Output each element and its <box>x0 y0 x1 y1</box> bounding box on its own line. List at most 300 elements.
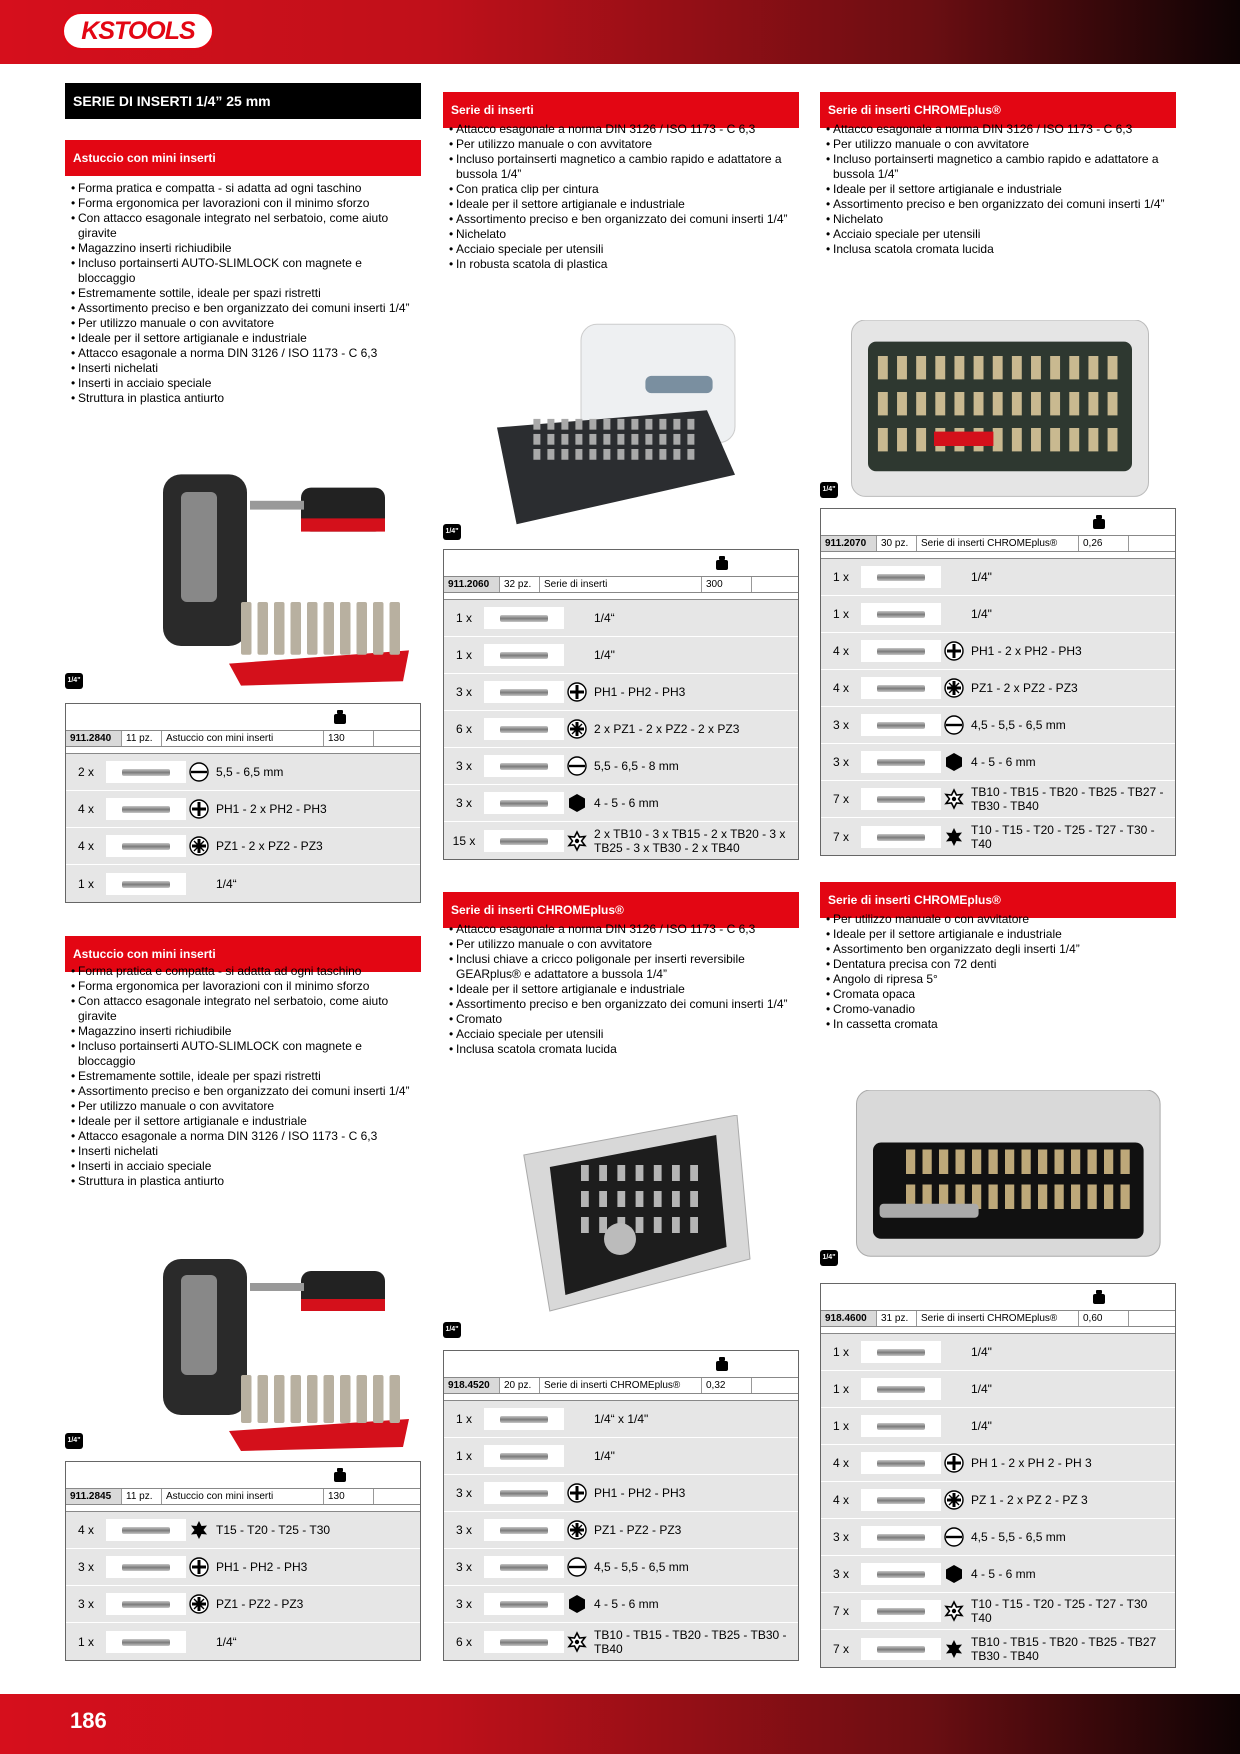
feature-item: • Inclusa scatola cromata lucida <box>826 242 1171 257</box>
product-photo <box>483 320 763 535</box>
bit-image <box>106 1631 186 1653</box>
phillips-drive-icon <box>566 1482 588 1504</box>
table-row <box>821 1630 1175 1667</box>
item-description: 1/4" <box>971 1382 992 1396</box>
item-description: 5,5 - 6,5 - 8 mm <box>594 759 679 773</box>
product-pieces: 32 pz. <box>500 577 540 592</box>
table-row <box>444 1512 798 1549</box>
table-row <box>444 674 798 711</box>
feature-item: • Cromata opaca <box>826 987 1171 1002</box>
weight-icon <box>1093 515 1105 529</box>
table-row <box>66 1549 420 1586</box>
bit-shape <box>877 1423 925 1430</box>
table-row <box>444 600 798 637</box>
table-row <box>821 1334 1175 1371</box>
table-row <box>821 707 1175 744</box>
table-gap <box>821 1327 1175 1334</box>
bit-shape <box>877 759 925 766</box>
feature-item: • Acciaio speciale per utensili <box>826 227 1171 242</box>
feature-item: • Inclusi chiave a cricco poligonale per inserti reversibile GEARplus® e adattatore a bussola 1/4” <box>449 952 794 982</box>
bit-image <box>484 1445 564 1467</box>
item-description: T10 - T15 - T20 - T25 - T27 - T30 T40 <box>971 1597 1148 1625</box>
item-description: 4,5 - 5,5 - 6,5 mm <box>971 718 1066 732</box>
item-quantity: 4 x <box>832 1456 849 1470</box>
bit-image <box>484 792 564 814</box>
product-code: 918.4520 <box>444 1378 500 1393</box>
table-row <box>444 637 798 674</box>
size-badge-1-4: 1/4" <box>65 1433 83 1449</box>
table-row <box>66 828 420 865</box>
item-description: T15 - T20 - T25 - T30 <box>216 1523 331 1537</box>
table-row <box>444 1549 798 1586</box>
item-description: TB10 - TB15 - TB20 - TB25 - TB27 TB30 - TB40 <box>971 1634 1157 1663</box>
none-drive-icon <box>188 873 210 895</box>
size-badge-1-4: 1/4" <box>820 1250 838 1266</box>
bit-image <box>484 1519 564 1541</box>
feature-item: • Acciaio speciale per utensili <box>449 1027 794 1042</box>
bit-shape <box>877 1460 925 1467</box>
product-photo <box>840 1090 1170 1265</box>
hex-drive-icon <box>943 1563 965 1585</box>
feature-item: • Per utilizzo manuale o con avvitatore <box>71 1099 416 1114</box>
product-weight: 300 <box>702 577 752 592</box>
product-photo <box>115 470 415 690</box>
slot-drive-icon <box>943 714 965 736</box>
table-gap <box>821 552 1175 559</box>
table-row <box>821 1371 1175 1408</box>
product-code: 911.2845 <box>66 1489 122 1504</box>
bit-image <box>861 788 941 810</box>
feature-item: • Incluso portainserti AUTO-SLIMLOCK con magnete e bloccaggio <box>71 1039 416 1069</box>
torxhole-drive-icon <box>566 1631 588 1653</box>
product-table <box>443 549 799 860</box>
item-quantity: 3 x <box>455 1597 472 1611</box>
feature-item: • Cromato <box>449 1012 794 1027</box>
bit-image <box>106 761 186 783</box>
bit-image <box>484 1631 564 1653</box>
feature-item: • Ideale per il settore artigianale e industriale <box>826 927 1171 942</box>
phillips-drive-icon <box>566 681 588 703</box>
item-quantity: 7 x <box>832 829 849 844</box>
table-row <box>821 1556 1175 1593</box>
feature-item: • Incluso portainserti AUTO-SLIMLOCK con magnete e bloccaggio <box>71 256 416 286</box>
product-title: Serie di inserti CHROMEplus® <box>443 892 799 928</box>
item-description: 4,5 - 5,5 - 6,5 mm <box>971 1530 1066 1544</box>
bit-image <box>861 566 941 588</box>
none-drive-icon <box>943 603 965 625</box>
bit-image <box>861 1415 941 1437</box>
none-drive-icon <box>566 1445 588 1467</box>
feature-list <box>71 964 416 1189</box>
feature-item: • Per utilizzo manuale o con avvitatore <box>826 137 1171 152</box>
bit-shape <box>500 726 548 733</box>
feature-item: • Ideale per il settore artigianale e industriale <box>826 182 1171 197</box>
item-description: PZ1 - 2 x PZ2 - PZ3 <box>216 839 323 853</box>
table-row <box>821 559 1175 596</box>
table-row <box>444 785 798 822</box>
feature-item: • Nichelato <box>826 212 1171 227</box>
feature-item: • Ideale per il settore artigianale e industriale <box>71 1114 416 1129</box>
feature-list <box>826 122 1171 257</box>
item-description: 2 x PZ1 - 2 x PZ2 - 2 x PZ3 <box>594 722 740 736</box>
product-name: Serie di inserti CHROMEplus® <box>540 1378 702 1393</box>
slot-drive-icon <box>943 1526 965 1548</box>
bit-image <box>861 1526 941 1548</box>
item-quantity: 4 x <box>832 1493 849 1507</box>
feature-item: • Con attacco esagonale integrato nel serbatoio, come aiuto giravite <box>71 994 416 1024</box>
product-info-row <box>66 731 420 747</box>
phillips-drive-icon <box>188 1556 210 1578</box>
item-description: 1/4" <box>594 1449 615 1463</box>
table-row <box>821 1482 1175 1519</box>
pozi-drive-icon <box>566 718 588 740</box>
product-pieces: 31 pz. <box>877 1311 917 1326</box>
bit-shape <box>877 685 925 692</box>
bit-shape <box>122 1564 170 1571</box>
size-badge-1-4: 1/4" <box>65 673 83 689</box>
bit-shape <box>877 611 925 618</box>
bit-image <box>484 607 564 629</box>
item-quantity: 6 x <box>455 722 472 736</box>
feature-item: • Forma ergonomica per lavorazioni con il minimo sforzo <box>71 196 416 211</box>
item-quantity: 2 x <box>77 765 94 779</box>
bit-image <box>861 1638 941 1660</box>
bit-shape <box>877 1571 925 1578</box>
product-pieces: 30 pz. <box>877 536 917 551</box>
feature-item: • Incluso portainserti magnetico a cambio rapido e adattatore a bussola 1/4” <box>826 152 1171 182</box>
item-description: PH1 - 2 x PH2 - PH3 <box>216 802 327 816</box>
pozi-drive-icon <box>188 1593 210 1615</box>
item-quantity: 3 x <box>455 759 472 773</box>
bit-shape <box>500 763 548 770</box>
table-gap <box>66 1505 420 1512</box>
feature-item: • Per utilizzo manuale o con avvitatore <box>449 137 794 152</box>
item-quantity: 4 x <box>77 802 94 816</box>
product-photo <box>115 1255 415 1455</box>
product-pieces: 11 pz. <box>122 1489 162 1504</box>
item-quantity: 3 x <box>455 685 472 699</box>
item-description: PH1 - PH2 - PH3 <box>216 1560 308 1574</box>
bit-shape <box>500 1416 548 1423</box>
none-drive-icon <box>188 1631 210 1653</box>
table-row <box>444 711 798 748</box>
feature-item: • Inserti in acciaio speciale <box>71 376 416 391</box>
bit-shape <box>500 1527 548 1534</box>
item-quantity: 4 x <box>77 1523 94 1537</box>
table-header-row <box>444 550 798 577</box>
bit-shape <box>122 1527 170 1534</box>
bit-shape <box>877 1608 925 1615</box>
table-row <box>444 748 798 785</box>
none-drive-icon <box>943 1378 965 1400</box>
item-quantity: 3 x <box>455 796 472 810</box>
bit-image <box>106 1593 186 1615</box>
item-quantity: 1 x <box>832 570 849 584</box>
feature-list <box>71 181 416 406</box>
item-quantity: 1 x <box>77 876 94 891</box>
feature-item: • Ideale per il settore artigianale e industriale <box>449 197 794 212</box>
table-row <box>66 754 420 791</box>
item-quantity: 1 x <box>455 1412 472 1426</box>
weight-icon <box>334 710 346 724</box>
bit-shape <box>877 1349 925 1356</box>
feature-item: • Forma pratica e compatta - si adatta ad ogni taschino <box>71 181 416 196</box>
product-name: Serie di inserti CHROMEplus® <box>917 1311 1079 1326</box>
feature-item: • Angolo di ripresa 5° <box>826 972 1171 987</box>
table-row <box>444 1438 798 1475</box>
feature-item: • Assortimento preciso e ben organizzato dei comuni inserti 1/4” <box>826 197 1171 212</box>
item-quantity: 3 x <box>77 1560 94 1574</box>
feature-item: • Inserti nichelati <box>71 361 416 376</box>
table-header-row <box>66 1462 420 1489</box>
bit-shape <box>500 1639 548 1646</box>
product-name: Serie di inserti CHROMEplus® <box>917 536 1079 551</box>
item-description: PZ 1 - 2 x PZ 2 - PZ 3 <box>971 1493 1088 1507</box>
item-description: PH 1 - 2 x PH 2 - PH 3 <box>971 1456 1092 1470</box>
bit-image <box>106 873 186 895</box>
slot-drive-icon <box>566 755 588 777</box>
bit-image <box>861 1600 941 1622</box>
feature-item: • Ideale per il settore artigianale e industriale <box>71 331 416 346</box>
item-description: 1/4“ <box>216 876 237 891</box>
product-title: Serie di inserti CHROMEplus® <box>820 92 1176 128</box>
page-number: 186 <box>70 1708 107 1733</box>
torxhole-drive-icon <box>943 1600 965 1622</box>
feature-item: • Dentatura precisa con 72 denti <box>826 957 1171 972</box>
table-row <box>821 744 1175 781</box>
bit-shape <box>500 1564 548 1571</box>
bit-image <box>861 603 941 625</box>
item-description: PZ1 - 2 x PZ2 - PZ3 <box>971 681 1078 695</box>
section-heading: SERIE DI INSERTI 1/4” 25 mm <box>65 83 421 119</box>
table-row <box>444 822 798 859</box>
feature-item: • Magazzino inserti richiudibile <box>71 241 416 256</box>
bit-image <box>861 751 941 773</box>
item-description: 4 - 5 - 6 mm <box>594 1597 659 1611</box>
table-row <box>444 1586 798 1623</box>
bit-image <box>106 835 186 857</box>
slot-drive-icon <box>566 1556 588 1578</box>
table-row <box>66 1623 420 1660</box>
table-header-row <box>66 704 420 731</box>
table-gap <box>444 593 798 600</box>
item-quantity: 3 x <box>455 1523 472 1537</box>
product-table <box>820 508 1176 856</box>
weight-icon <box>334 1468 346 1482</box>
feature-item: • Estremamente sottile, ideale per spazi ristretti <box>71 286 416 301</box>
feature-item: • Assortimento preciso e ben organizzato dei comuni inserti 1/4” <box>449 212 794 227</box>
item-description: 1/4“ <box>216 1634 237 1649</box>
feature-item: • Con pratica clip per cintura <box>449 182 794 197</box>
item-description: 1/4" <box>971 1419 992 1433</box>
product-pieces: 11 pz. <box>122 731 162 746</box>
feature-list <box>449 922 794 1057</box>
none-drive-icon <box>943 1415 965 1437</box>
table-row <box>444 1623 798 1660</box>
size-badge-1-4: 1/4" <box>820 482 838 498</box>
table-row <box>66 791 420 828</box>
item-description: PZ1 - PZ2 - PZ3 <box>594 1523 682 1537</box>
item-quantity: 1 x <box>77 1634 94 1649</box>
bit-shape <box>877 1534 925 1541</box>
none-drive-icon <box>566 1408 588 1430</box>
item-quantity: 1 x <box>455 1449 472 1463</box>
feature-item: • Attacco esagonale a norma DIN 3126 / ISO 1173 - C 6,3 <box>71 1129 416 1144</box>
item-quantity: 1 x <box>455 611 472 625</box>
item-description: PZ1 - PZ2 - PZ3 <box>216 1597 304 1611</box>
none-drive-icon <box>943 566 965 588</box>
bit-shape <box>122 1639 170 1646</box>
item-description: PH1 - PH2 - PH3 <box>594 1486 686 1500</box>
bit-image <box>484 1556 564 1578</box>
bit-image <box>484 830 564 852</box>
feature-item: • Attacco esagonale a norma DIN 3126 / ISO 1173 - C 6,3 <box>449 122 794 137</box>
bit-shape <box>500 652 548 659</box>
pozi-drive-icon <box>188 835 210 857</box>
torxhole-drive-icon <box>566 830 588 852</box>
bit-image <box>484 644 564 666</box>
torx-drive-icon <box>188 1519 210 1541</box>
product-weight: 0,32 <box>702 1378 752 1393</box>
feature-item: • In cassetta cromata <box>826 1017 1171 1032</box>
product-weight: 0,26 <box>1079 536 1129 551</box>
feature-item: • Per utilizzo manuale o con avvitatore <box>71 316 416 331</box>
bit-image <box>484 1593 564 1615</box>
weight-icon <box>1093 1290 1105 1304</box>
bit-image <box>861 826 941 848</box>
bit-image <box>484 1408 564 1430</box>
none-drive-icon <box>566 607 588 629</box>
product-code: 918.4600 <box>821 1311 877 1326</box>
item-quantity: 4 x <box>832 681 849 695</box>
item-description: 4,5 - 5,5 - 6,5 mm <box>594 1560 689 1574</box>
bit-image <box>861 640 941 662</box>
bit-image <box>106 1519 186 1541</box>
item-quantity: 4 x <box>832 644 849 658</box>
table-row <box>444 1401 798 1438</box>
item-description: TB10 - TB15 - TB20 - TB25 - TB27 - TB30 - TB40 <box>971 785 1164 813</box>
item-quantity: 3 x <box>77 1597 94 1611</box>
table-row <box>66 865 420 902</box>
feature-item: • Attacco esagonale a norma DIN 3126 / ISO 1173 - C 6,3 <box>826 122 1171 137</box>
bit-shape <box>500 1490 548 1497</box>
item-description: PH1 - PH2 - PH3 <box>594 685 686 699</box>
product-name: Astuccio con mini inserti <box>162 1489 324 1504</box>
table-gap <box>66 747 420 754</box>
product-title: Serie di inserti <box>443 92 799 128</box>
product-table <box>65 703 421 903</box>
hex-drive-icon <box>566 1593 588 1615</box>
item-description: 1/4“ <box>594 611 615 625</box>
phillips-drive-icon <box>188 798 210 820</box>
table-row <box>66 1586 420 1623</box>
item-quantity: 3 x <box>455 1486 472 1500</box>
bit-shape <box>877 1497 925 1504</box>
product-info-row <box>66 1489 420 1505</box>
bit-image <box>484 1482 564 1504</box>
bit-image <box>106 1556 186 1578</box>
product-photo <box>835 320 1165 500</box>
bit-shape <box>500 800 548 807</box>
feature-item: • Cromo-vanadio <box>826 1002 1171 1017</box>
item-quantity: 4 x <box>77 839 94 853</box>
pozi-drive-icon <box>943 677 965 699</box>
feature-item: • Ideale per il settore artigianale e industriale <box>449 982 794 997</box>
feature-list <box>449 122 794 272</box>
feature-item: • Assortimento preciso e ben organizzato dei comuni inserti 1/4” <box>449 997 794 1012</box>
bit-shape <box>877 1386 925 1393</box>
feature-item: • Assortimento preciso e ben organizzato dei comuni inserti 1/4” <box>71 301 416 316</box>
product-name: Serie di inserti <box>540 577 702 592</box>
item-quantity: 1 x <box>832 1419 849 1433</box>
bit-image <box>861 1341 941 1363</box>
item-quantity: 3 x <box>832 755 849 769</box>
item-quantity: 7 x <box>832 792 849 806</box>
hex-drive-icon <box>566 792 588 814</box>
bit-image <box>106 798 186 820</box>
product-title: Astuccio con mini inserti <box>65 936 421 972</box>
product-code: 911.2070 <box>821 536 877 551</box>
hex-drive-icon <box>943 751 965 773</box>
bit-shape <box>877 834 925 841</box>
item-description: T10 - T15 - T20 - T25 - T27 - T30 - T40 <box>971 822 1155 851</box>
feature-item: • Nichelato <box>449 227 794 242</box>
pozi-drive-icon <box>943 1489 965 1511</box>
feature-item: • Struttura in plastica antiurto <box>71 1174 416 1189</box>
bit-shape <box>877 722 925 729</box>
bit-image <box>861 714 941 736</box>
feature-item: • Inclusa scatola cromata lucida <box>449 1042 794 1057</box>
pozi-drive-icon <box>566 1519 588 1541</box>
feature-item: • Inserti in acciaio speciale <box>71 1159 416 1174</box>
item-quantity: 3 x <box>455 1560 472 1574</box>
bit-image <box>484 718 564 740</box>
item-description: 2 x TB10 - 3 x TB15 - 2 x TB20 - 3 x TB25 - 3 x TB30 - 2 x TB40 <box>594 826 786 855</box>
item-description: TB10 - TB15 - TB20 - TB25 - TB30 - TB40 <box>594 1627 787 1656</box>
feature-item: • Con attacco esagonale integrato nel serbatoio, come aiuto giravite <box>71 211 416 241</box>
bit-shape <box>877 574 925 581</box>
slot-drive-icon <box>188 761 210 783</box>
product-name: Astuccio con mini inserti <box>162 731 324 746</box>
table-row <box>821 1445 1175 1482</box>
weight-icon <box>716 1357 728 1371</box>
item-quantity: 3 x <box>832 1567 849 1581</box>
feature-item: • Inserti nichelati <box>71 1144 416 1159</box>
bit-image <box>861 1563 941 1585</box>
feature-item: • Forma pratica e compatta - si adatta ad ogni taschino <box>71 964 416 979</box>
table-row <box>821 596 1175 633</box>
item-quantity: 1 x <box>832 607 849 621</box>
bit-shape <box>122 806 170 813</box>
bit-image <box>861 677 941 699</box>
product-table <box>443 1350 799 1661</box>
feature-item: • Forma ergonomica per lavorazioni con il minimo sforzo <box>71 979 416 994</box>
feature-item: • Per utilizzo manuale o con avvitatore <box>449 937 794 952</box>
item-description: 4 - 5 - 6 mm <box>594 796 659 810</box>
bit-shape <box>122 881 170 888</box>
product-info-row <box>821 1311 1175 1327</box>
item-quantity: 3 x <box>832 718 849 732</box>
table-row <box>66 1512 420 1549</box>
feature-item: • Attacco esagonale a norma DIN 3126 / ISO 1173 - C 6,3 <box>71 346 416 361</box>
item-quantity: 3 x <box>832 1530 849 1544</box>
bit-shape <box>500 615 548 622</box>
feature-item: • Acciaio speciale per utensili <box>449 242 794 257</box>
item-quantity: 7 x <box>832 1604 849 1618</box>
product-pieces: 20 pz. <box>500 1378 540 1393</box>
product-photo <box>503 1115 763 1315</box>
bit-shape <box>122 769 170 776</box>
